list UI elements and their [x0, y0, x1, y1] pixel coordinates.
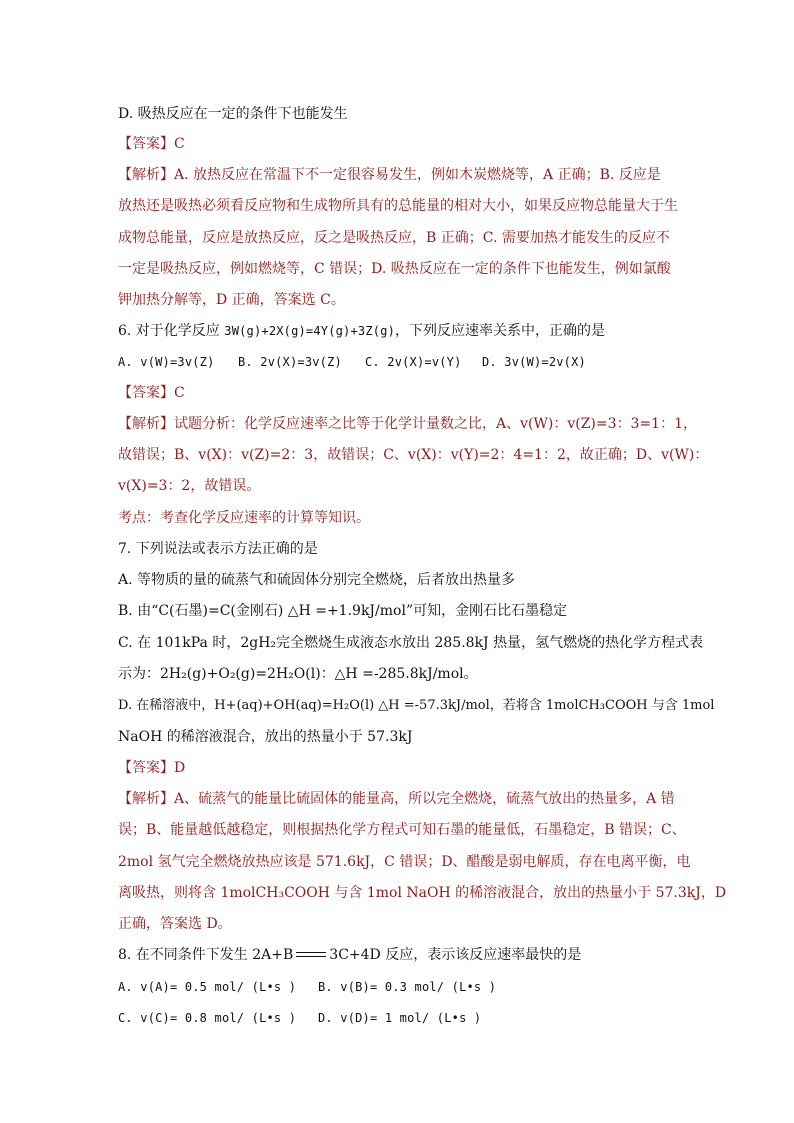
reversible-arrow-icon	[296, 950, 326, 960]
q6-stem-prefix: 6. 对于化学反应	[118, 323, 225, 339]
q5-analysis-line-3: 成物总能量，反应是放热反应，反之是吸热反应，B 正确；C. 需要加热才能发生的反应不	[118, 230, 670, 246]
q5-analysis-line-5: 钾加热分解等，D 正确，答案选 C。	[118, 292, 345, 308]
q8-option-a: A. v(A)= 0.5 mol/ (L•s )	[118, 980, 297, 994]
q8-stem-prefix: 8. 在不同条件下发生 2A+B	[118, 947, 294, 963]
q8-stem	[118, 945, 678, 965]
q7-option-d-line-2: NaOH 的稀溶液混合，放出的热量小于 57.3kJ	[118, 729, 413, 745]
q5-option-d: D. 吸热反应在一定的条件下也能发生	[118, 106, 348, 122]
q7-option-a: A. 等物质的量的硫蒸气和硫固体分别完全燃烧，后者放出热量多	[118, 572, 516, 588]
q6-note: 考点：考查化学反应速率的计算等知识。	[118, 510, 370, 526]
q7-analysis-line-5: 正确，答案选 D。	[118, 916, 232, 932]
q7-analysis-line-4: 离吸热，则将含 1molCH₃COOH 与含 1mol NaOH 的稀溶液混合，放出的热量小于 57.3kJ，D	[118, 885, 727, 901]
q5-answer: 【答案】C	[118, 136, 185, 152]
q6-analysis-line-2: 故错误；B、v(X)：v(Z)=2：3，故错误；C、v(X)：v(Y)=2：4=1：2，故正确；D、v(W)：	[118, 447, 709, 463]
q7-option-c-line-1: C. 在 101kPa 时，2gH₂完全燃烧生成液态水放出 285.8kJ 热量，氢气燃烧的热化学方程式表	[118, 635, 704, 651]
q6-answer: 【答案】C	[118, 385, 185, 401]
q7-option-b: B. 由“C(石墨)=C(金刚石) △H =+1.9kJ/mol”可知，金刚石比石墨稳定	[118, 603, 568, 619]
q8-option-d: D. v(D)= 1 mol/ (L•s )	[318, 1011, 482, 1025]
q7-stem: 7. 下列说法或表示方法正确的是	[118, 541, 318, 557]
q6-option-a: A. v(W)=3v(Z)	[118, 355, 215, 369]
q6-analysis-line-1: 【解析】试题分析：化学反应速率之比等于化学计量数之比，A、v(W)：v(Z)=3：3=1：1，	[118, 416, 697, 432]
q6-stem-equation: 3W(g)+2X(g)=4Y(g)+3Z(g)	[224, 324, 396, 338]
q6-option-d: D. 3v(W)=2v(X)	[482, 355, 586, 369]
q7-analysis-line-3: 2mol 氢气完全燃烧放热应该是 571.6kJ，C 错误；D、醋酸是弱电解质，存在电离平衡，电	[118, 854, 691, 870]
q6-stem	[118, 321, 678, 341]
q6-analysis-line-3: v(X)=3：2，故错误。	[118, 478, 261, 494]
q7-option-c-line-2: 示为：2H₂(g)+O₂(g)=2H₂O(l)：△H =-285.8kJ/mol。	[118, 666, 478, 682]
q5-analysis-line-1: 【解析】A. 放热反应在常温下不一定很容易发生，例如木炭燃烧等，A 正确；B. 反应是	[118, 167, 661, 183]
q8-option-b: B. v(B)= 0.3 mol/ (L•s )	[318, 980, 497, 994]
q6-option-c: C. 2v(X)=v(Y)	[365, 355, 462, 369]
q6-stem-suffix: ，下列反应速率关系中，正确的是	[395, 323, 606, 339]
q5-analysis-line-2: 放热还是吸热必须看反应物和生成物所具有的总能量的相对大小，如果反应物总能量大于生	[118, 198, 678, 214]
q6-option-b: B. 2v(X)=3v(Z)	[238, 355, 342, 369]
q8-option-c: C. v(C)= 0.8 mol/ (L•s )	[118, 1011, 297, 1025]
q5-analysis-line-4: 一定是吸热反应，例如燃烧等，C 错误；D. 吸热反应在一定的条件下也能发生，例如氯酸	[118, 261, 671, 277]
q7-analysis-line-2: 误；B、能量越低越稳定，则根据热化学方程式可知石墨的能量低，石墨稳定，B 错误；C、	[118, 822, 686, 838]
q8-stem-suffix: 3C+4D 反应，表示该反应速率最快的是	[329, 947, 582, 963]
q7-answer: 【答案】D	[118, 760, 186, 776]
q7-option-d-line-1: D. 在稀溶液中，H+(aq)+OH(aq)=H₂O(l) △H =-57.3kJ/mol，若将含 1molCH₃COOH 与含 1mol	[118, 698, 715, 713]
q7-analysis-line-1: 【解析】A、硫蒸气的能量比硫固体的能量高，所以完全燃烧，硫蒸气放出的热量多，A 错	[118, 791, 675, 807]
